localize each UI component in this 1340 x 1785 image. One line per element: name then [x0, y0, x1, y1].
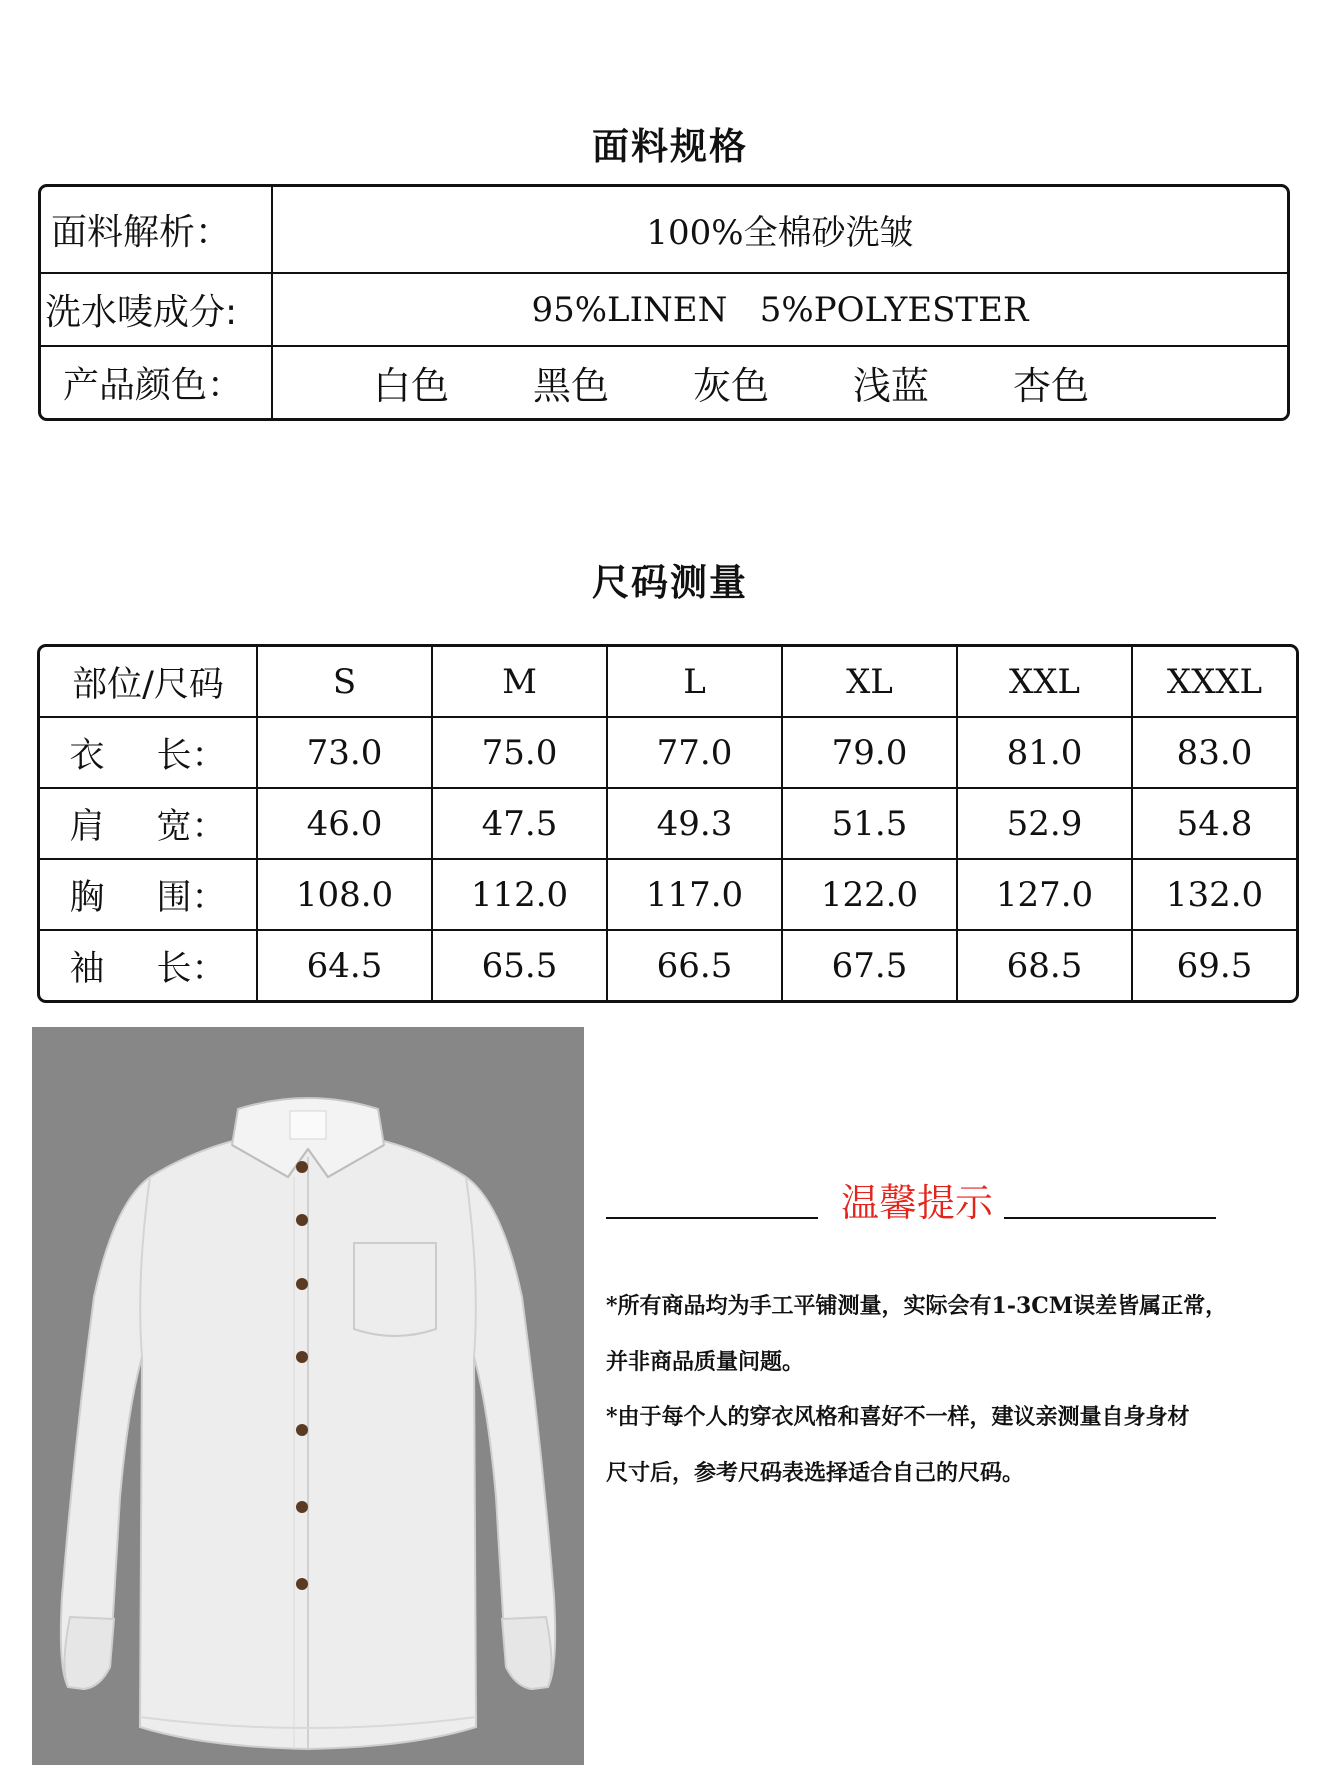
- size-cell: 132.0: [1133, 860, 1296, 931]
- colors-row: [41, 347, 1287, 418]
- row-label-a: 袖: [69, 948, 105, 989]
- size-cell: 54.8: [1133, 789, 1296, 860]
- size-chart-table: [37, 644, 1299, 1003]
- size-cell: 49.3: [608, 789, 783, 860]
- product-photo: [32, 1027, 584, 1765]
- tips-heading-text: 温馨提示: [840, 1181, 993, 1225]
- fabric-spec-table: [38, 184, 1290, 421]
- size-cell: 81.0: [958, 718, 1133, 789]
- size-cell: 64.5: [258, 931, 433, 1000]
- length-row: [40, 718, 1296, 789]
- shirt-icon: [32, 1027, 584, 1765]
- size-cell: 51.5: [783, 789, 958, 860]
- size-cell: 77.0: [608, 718, 783, 789]
- row-label-b: 宽：: [156, 806, 227, 847]
- heading-rule-right: [1004, 1217, 1216, 1219]
- size-header-row: [40, 647, 1296, 718]
- row-label: [40, 789, 258, 860]
- fabric-row: [41, 187, 1287, 274]
- size-header: M: [433, 647, 608, 718]
- size-header: XL: [783, 647, 958, 718]
- size-cell: 79.0: [783, 718, 958, 789]
- color-white: 白色: [373, 364, 450, 408]
- row-label: [40, 860, 258, 931]
- size-cell: 68.5: [958, 931, 1133, 1000]
- row-label-b: 围：: [156, 877, 227, 918]
- colors-label: 产品颜色：: [41, 347, 273, 418]
- tip-line: *由于每个人的穿衣风格和喜好不一样，建议亲测量自身身材: [606, 1404, 1190, 1430]
- size-cell: 117.0: [608, 860, 783, 931]
- size-cell: 47.5: [433, 789, 608, 860]
- tip-line: 并非商品质量问题。: [606, 1349, 805, 1375]
- row-label: [40, 931, 258, 1000]
- row-label-b: 长：: [156, 735, 227, 776]
- size-cell: 122.0: [783, 860, 958, 931]
- size-cell: 83.0: [1133, 718, 1296, 789]
- tip-line: *所有商品均为手工平铺测量，实际会有1-3CM误差皆属正常，: [606, 1293, 1228, 1319]
- size-cell: 112.0: [433, 860, 608, 931]
- shoulder-row: [40, 789, 1296, 860]
- colors-list: [273, 347, 1287, 418]
- row-label: [40, 718, 258, 789]
- fabric-label: 面料解析：: [41, 187, 273, 274]
- size-cell: 46.0: [258, 789, 433, 860]
- fabric-spec-title: 面料规格: [592, 125, 748, 168]
- washing-value: 95%LINEN 5%POLYESTER: [273, 274, 1287, 347]
- color-black: 黑色: [533, 364, 610, 408]
- size-header: S: [258, 647, 433, 718]
- size-chart-title: 尺码测量: [592, 561, 748, 604]
- color-gray: 灰色: [693, 364, 770, 408]
- size-header: XXL: [958, 647, 1133, 718]
- color-light-blue: 浅蓝: [853, 364, 930, 408]
- row-label-a: 胸: [69, 877, 105, 918]
- size-header: XXXL: [1133, 647, 1296, 718]
- color-apricot: 杏色: [1013, 364, 1090, 408]
- size-cell: 127.0: [958, 860, 1133, 931]
- tips-heading: [606, 1170, 1218, 1230]
- size-cell: 75.0: [433, 718, 608, 789]
- fabric-value: 100%全棉砂洗皱: [273, 187, 1287, 274]
- row-label-a: 肩: [69, 806, 105, 847]
- tip-line: 尺寸后，参考尺码表选择适合自己的尺码。: [606, 1460, 1025, 1486]
- size-cell: 66.5: [608, 931, 783, 1000]
- row-label-a: 衣: [69, 735, 105, 776]
- size-header: L: [608, 647, 783, 718]
- row-label-b: 长：: [156, 948, 227, 989]
- chest-row: [40, 860, 1296, 931]
- size-cell: 73.0: [258, 718, 433, 789]
- sleeve-row: [40, 931, 1296, 1000]
- corner-label: 部位/尺码: [40, 647, 258, 718]
- size-cell: 52.9: [958, 789, 1133, 860]
- size-cell: 65.5: [433, 931, 608, 1000]
- size-cell: 69.5: [1176, 945, 1253, 986]
- size-cell: 108.0: [258, 860, 433, 931]
- washing-label: 洗水唛成分:: [41, 274, 273, 347]
- washing-label-row: [41, 274, 1287, 347]
- size-cell: 67.5: [783, 931, 958, 1000]
- heading-rule-left: [606, 1217, 818, 1219]
